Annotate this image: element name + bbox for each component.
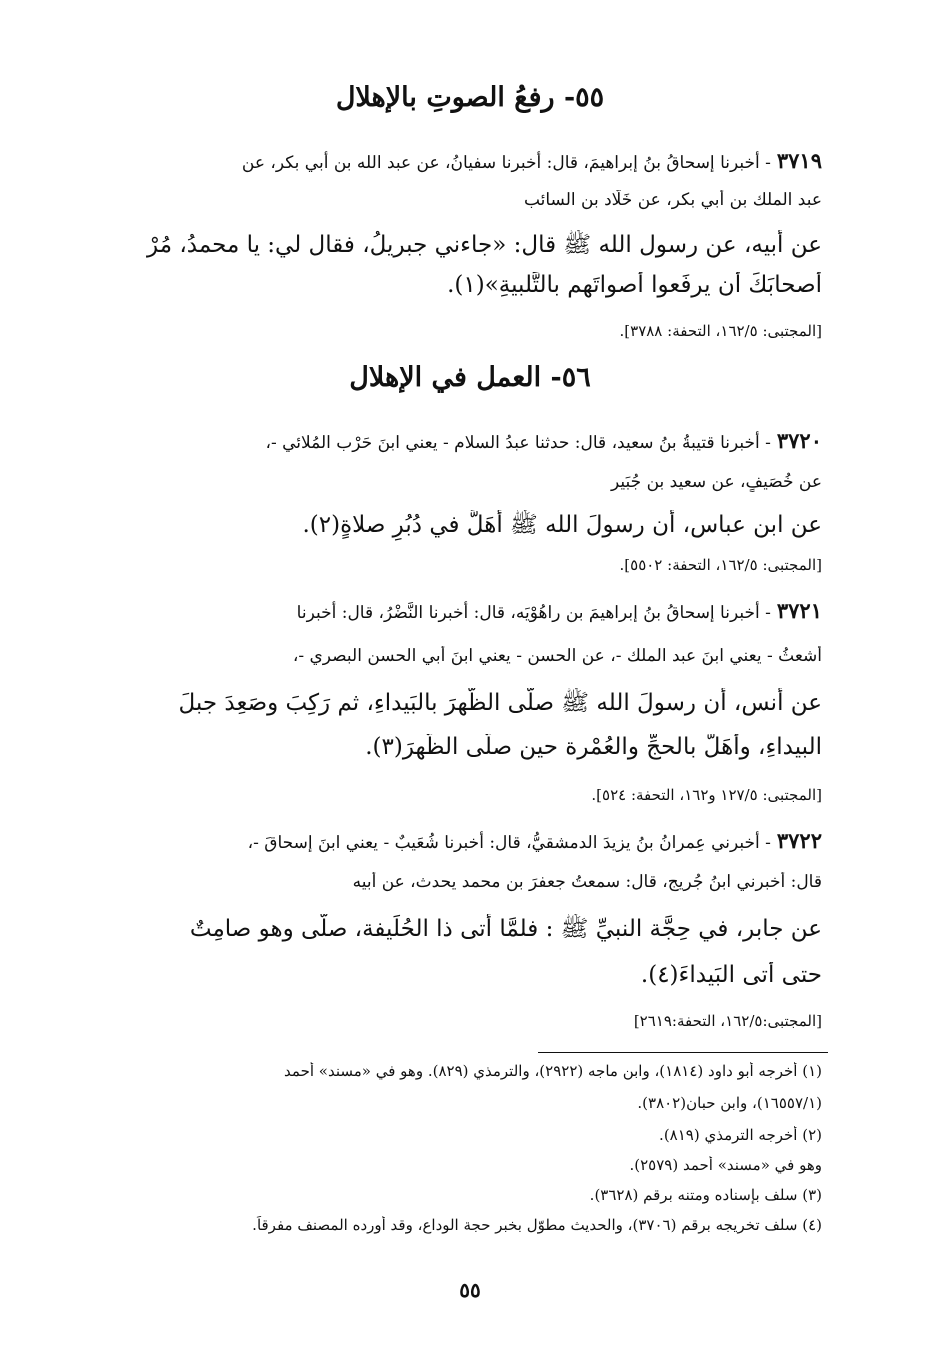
section-title-56: ٥٦- العمل في الإهلال	[349, 362, 591, 393]
page-number: ٥٥	[459, 1278, 481, 1302]
hadith-3720-isnad-line-1: ٣٧٢٠- أخبرنا قتيبةُ بنُ سعيد، قال: حدثنا عبدُ السلام - يعني ابنَ حَرْب المُلائي -،	[265, 428, 822, 453]
hadith-3720-isnad-line-2: عن خُصَيفٍ، عن سعيد بن جُبَير	[611, 472, 822, 492]
footnote-2-line-2: وهو في «مسند» أحمد (٢٥٧٩).	[629, 1156, 822, 1174]
footnote-separator	[538, 1052, 828, 1053]
hadith-3722-matn-line-2: حتى أتى البَيداءَ(٤).	[640, 962, 822, 988]
hadith-3722-isnad-line-2: قال: أخبرني ابنُ جُريج، قال: سمعتُ جعفرَ بن محمد يحدث، عن أبيه	[352, 872, 822, 892]
hadith-3721-isnad-line-1: ٣٧٢١- أخبرنا إسحاقُ بنُ إبراهيمَ بن راهُوْيَه، قال: أخبرنا النَّضْرُ، قال: أخبرنا	[296, 598, 822, 623]
section-title-55: ٥٥- رفعُ الصوتِ بالإهلال	[335, 82, 605, 113]
footnote-2-line-1: (٢) أخرجه الترمذي (٨١٩).	[659, 1126, 822, 1144]
hadith-3719-matn-line-1: عن أبيه، عن رسول الله ﷺ قال: «جاءني جبريلُ، فقال لي: يا محمدُ، مُرْ	[147, 232, 822, 258]
footnote-1-line-1: (١) أخرجه أبو داود (١٨١٤)، وابن ماجه (٢٩٢٢)، والترمذي (٨٢٩). وهو في «مسند» أحمد	[284, 1062, 822, 1080]
hadith-3722-isnad-line-1: ٣٧٢٢- أخبرني عِمرانُ بنُ يزيدَ الدمشقيُّ، قال: أخبرنا شُعَيبٌ - يعني ابنَ إسحاقَ -،	[247, 828, 822, 853]
hadith-3721-matn-line-1: عن أنس، أن رسولَ الله ﷺ صلّى الظُّهرَ بالبَيداءِ، ثم رَكِبَ وصَعِدَ جبلَ	[178, 690, 822, 716]
hadith-3719-isnad-line-2: عبد الملك بن أبي بكر، عن خَلّاد بن السائب	[523, 190, 822, 210]
hadith-3719-matn-line-2: أصحابَكَ أن يرفَعوا أصواتَهم بالتَّلبيةِ»(١).	[447, 272, 822, 298]
hadith-3719-reference: [المجتبى: ١٦٢/٥، التحفة: ٣٧٨٨].	[619, 322, 822, 340]
hadith-3720-matn-line-1: عن ابن عباس، أن رسولَ الله ﷺ أَهَلَّ في دُبُرِ صلاةٍ(٢).	[302, 512, 822, 538]
hadith-3721-isnad-line-2: أشعثُ - يعني ابنَ عبد الملك -، عن الحسن - يعني ابنَ أبي الحسن البصري -،	[292, 646, 822, 666]
hadith-number-3719: ٣٧١٩	[776, 148, 822, 173]
hadith-number-3722: ٣٧٢٢	[776, 828, 822, 853]
hadith-3719-isnad-line-1: ٣٧١٩- أخبرنا إسحاقُ بنُ إبراهيمَ، قال: أخبرنا سفيانُ، عن عبد الله بن أبي بكر، عن	[241, 148, 822, 173]
hadith-3720-reference: [المجتبى: ١٦٢/٥، التحفة: ٥٥٠٢].	[619, 556, 822, 574]
hadith-3721-reference: [المجتبى: ١٢٧/٥ و١٦٢، التحفة: ٥٢٤].	[591, 786, 822, 804]
hadith-3722-reference: [المجتبى:١٦٢/٥، التحفة:٢٦١٩]	[633, 1012, 822, 1030]
footnote-1-line-2: (١٦٥٥٧/١)، وابن حبان(٣٨٠٢).	[637, 1094, 822, 1112]
hadith-3721-matn-line-2: البيداءِ، وأَهَلَّ بالحجِّ والعُمْرة حين صلّى الظُّهرَ(٣).	[365, 734, 822, 760]
footnote-3: (٣) سلف بإسناده ومتنه برقم (٣٦٢٨).	[589, 1186, 822, 1204]
hadith-number-3721: ٣٧٢١	[776, 598, 822, 623]
footnote-4: (٤) سلف تخريجه برقم (٣٧٠٦)، والحديث مطوّل بخبر حجة الوداع، وقد أورده المصنف مفرقاً.	[252, 1216, 822, 1234]
hadith-3722-matn-line-1: عن جابر، في حِجَّة النبيِّ ﷺ : فلمَّا أتى ذا الحُلَيفة، صلّى وهو صامِتٌ	[189, 916, 822, 942]
hadith-number-3720: ٣٧٢٠	[776, 428, 822, 453]
